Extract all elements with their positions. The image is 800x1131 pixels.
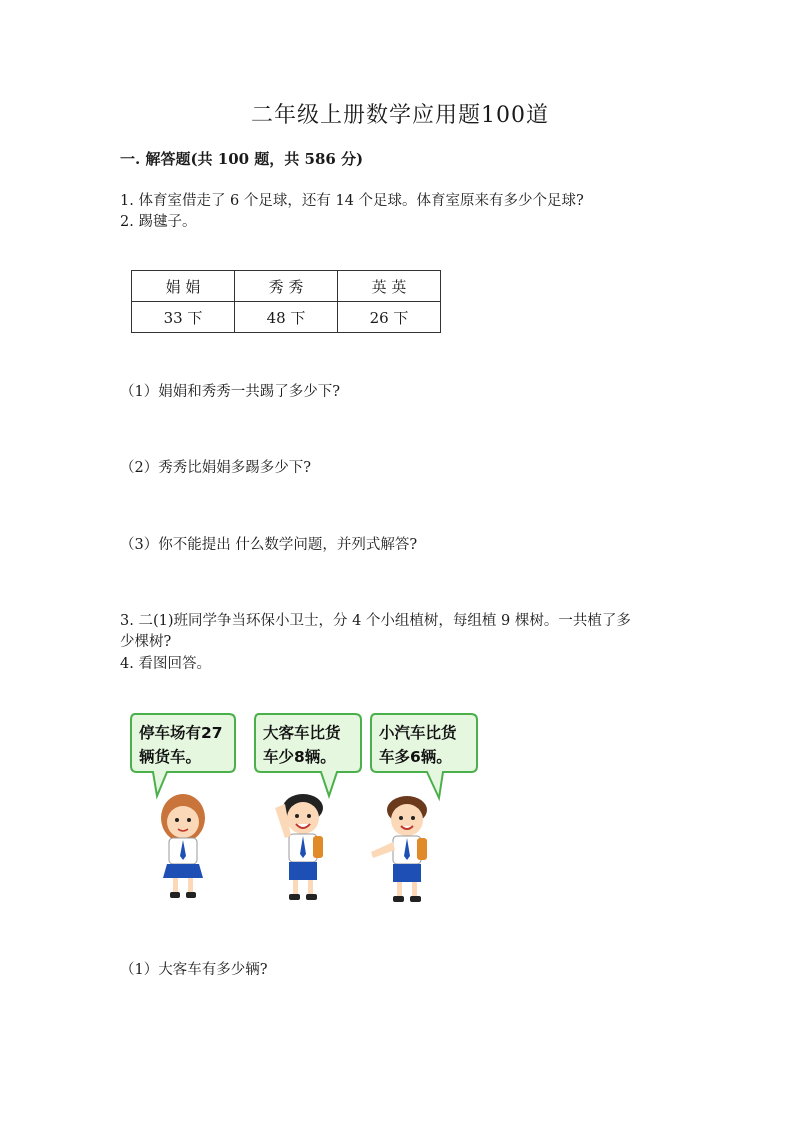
kids-illustration xyxy=(125,708,485,918)
question-2-sub-1: （1）娟娟和秀秀一共踢了多少下? xyxy=(120,384,340,400)
question-4-sub-1: （1）大客车有多少辆? xyxy=(120,962,268,978)
boy-figure xyxy=(275,794,323,900)
table-cell: 33 下 xyxy=(132,302,235,333)
question-4: 4. 看图回答。 xyxy=(120,656,211,672)
table-cell: 26 下 xyxy=(338,302,441,333)
question-2-sub-3: （3）你不能提出 什么数学问题，并列式解答? xyxy=(120,537,418,553)
question-2-sub-2: （2）秀秀比娟娟多踢多少下? xyxy=(120,460,311,476)
question-3-line-2: 少棵树? xyxy=(120,634,172,650)
section-heading: 一. 解答题(共 100 题，共 586 分) xyxy=(120,150,364,168)
page-title: 二年级上册数学应用题100道 xyxy=(251,103,549,128)
speech-bubble xyxy=(131,714,235,796)
bubble-line: 车少8辆。 xyxy=(263,748,336,766)
question-3-line-1: 3. 二(1)班同学争当环保小卫士，分 4 个小组植树，每组植 9 棵树。一共植了多 xyxy=(120,613,631,629)
table-header-cell: 娟 娟 xyxy=(132,271,235,302)
bubble-line: 小汽车比货 xyxy=(379,724,457,742)
bubble-line: 辆货车。 xyxy=(139,748,202,766)
table-header-cell: 英 英 xyxy=(338,271,441,302)
bubble-line: 车多6辆。 xyxy=(379,748,452,766)
table-cell: 48 下 xyxy=(235,302,338,333)
bubble-line: 大客车比货 xyxy=(263,724,341,742)
boy-figure xyxy=(371,796,427,902)
bubble-line: 停车场有27 xyxy=(139,724,223,742)
table-header-row xyxy=(132,271,441,302)
question-2: 2. 踢毽子。 xyxy=(120,214,197,230)
shuttlecock-table xyxy=(131,270,441,333)
speech-bubble xyxy=(371,714,477,798)
girl-figure xyxy=(161,794,205,898)
speech-bubble xyxy=(255,714,361,796)
question-1: 1. 体育室借走了 6 个足球，还有 14 个足球。体育室原来有多少个足球? xyxy=(120,193,584,209)
table-header-cell: 秀 秀 xyxy=(235,271,338,302)
table-row xyxy=(132,302,441,333)
